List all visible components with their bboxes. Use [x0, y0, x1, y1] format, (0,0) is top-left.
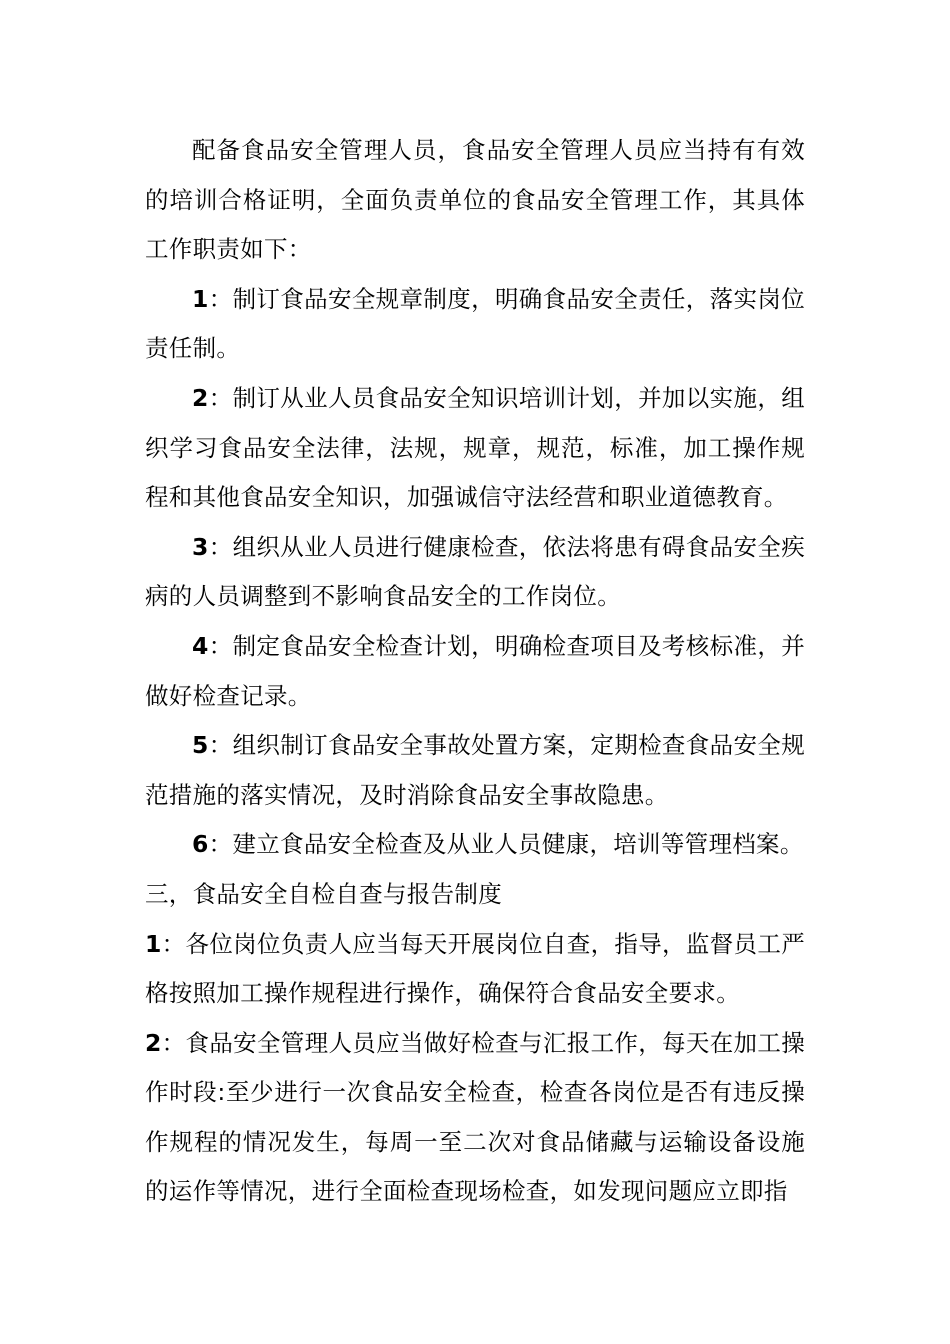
item-number: 1 [192, 284, 209, 313]
paragraph-text: 配备食品安全管理人员，食品安全管理人员应当持有有效的培训合格证明，全面负责单位的食品安全管理工作，其具体工作职责如下： [145, 136, 805, 264]
heading-text: 三，食品安全自检自查与报告制度 [145, 879, 502, 908]
item-number: 1 [145, 929, 162, 958]
section-heading [145, 870, 805, 920]
item-number: 3 [192, 532, 209, 561]
rule-item-2 [145, 1019, 805, 1217]
paragraph-text: ：制定食品安全检查计划，明确检查项目及考核标准，并做好检查记录。 [145, 631, 805, 710]
duty-item-5 [145, 721, 805, 820]
item-number: 4 [192, 631, 209, 660]
document-body [145, 126, 805, 1217]
paragraph-text: ：建立食品安全检查及从业人员健康，培训等管理档案。 [208, 830, 804, 859]
paragraph-text: ：各位岗位负责人应当每天开展岗位自查，指导，监督员工严格按照加工操作规程进行操作，确保符合食品安全要求。 [145, 929, 805, 1008]
intro-paragraph [145, 126, 805, 275]
paragraph-text: ：食品安全管理人员应当做好检查与汇报工作，每天在加工操作时段:至少进行一次食品安全检查，检查各岗位是否有违反操作规程的情况发生，每周一至二次对食品储藏与运输设备设施的运作等情况，进行全面检查现场检查，如发现问题应立即指 [145, 1028, 805, 1206]
duty-item-4 [145, 622, 805, 721]
duty-item-2 [145, 374, 805, 523]
duty-item-3 [145, 523, 805, 622]
rule-item-1 [145, 920, 805, 1019]
paragraph-text: ：组织制订食品安全事故处置方案，定期检查食品安全规范措施的落实情况，及时消除食品安全事故隐患。 [145, 731, 805, 809]
duty-item-6 [145, 820, 805, 870]
paragraph-text: ：组织从业人员进行健康检查，依法将患有碍食品安全疾病的人员调整到不影响食品安全的工作岗位。 [145, 532, 805, 611]
item-number: 2 [192, 383, 209, 412]
item-number: 5 [192, 731, 209, 760]
paragraph-text: ：制订食品安全规章制度，明确食品安全责任，落实岗位责任制。 [145, 284, 805, 363]
paragraph-text: ：制订从业人员食品安全知识培训计划，并加以实施，组织学习食品安全法律，法规，规章，规范，标准，加工操作规程和其他食品安全知识，加强诚信守法经营和职业道德教育。 [145, 383, 805, 512]
item-number: 6 [192, 830, 209, 859]
duty-item-1 [145, 275, 805, 374]
item-number: 2 [145, 1028, 162, 1057]
